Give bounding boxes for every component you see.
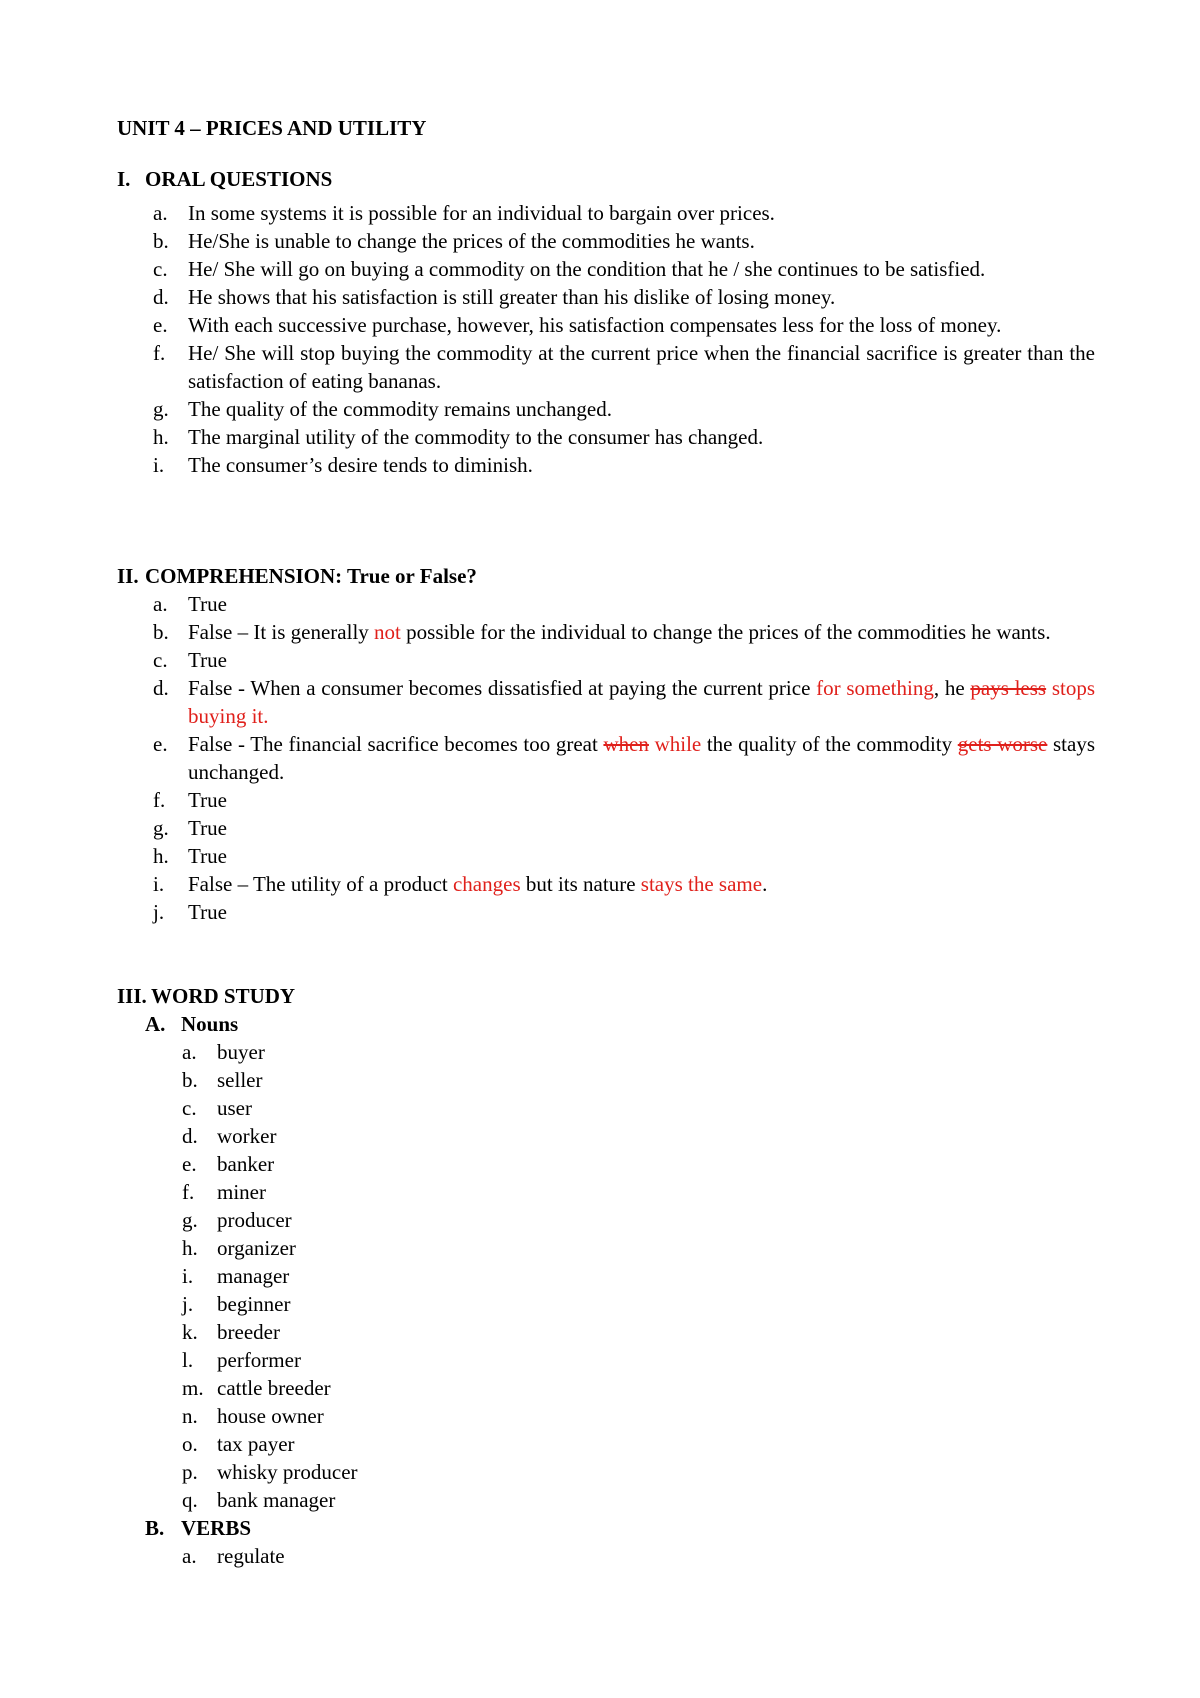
list-item-text: He/She is unable to change the prices of the commodities he wants. [188,229,755,253]
list-item-text: bank manager [217,1488,336,1512]
list-item [182,1150,582,1178]
list-marker: d. [153,285,169,309]
answer-text: True [188,592,227,616]
correction-deletion: when [603,732,649,756]
list-item [153,199,1095,227]
list-marker: c. [182,1096,197,1120]
list-marker: a. [153,201,168,225]
list-item-text: The marginal utility of the commodity to the consumer has changed. [188,425,764,449]
list-marker: c. [153,257,168,281]
list-item-text: He shows that his satisfaction is still greater than his dislike of losing money. [188,285,836,309]
list-marker: o. [182,1432,198,1456]
answer-text: but its nature [520,872,641,896]
correction-insertion: not [374,620,401,644]
list-marker: f. [153,788,166,812]
list-item [182,1458,582,1486]
answer-text: False - The financial sacrifice becomes too great [188,732,604,756]
list-item [182,1038,582,1066]
subsection-number: A. [145,1012,166,1036]
correction-insertion: stays the same [640,872,763,896]
list-item-text: seller [217,1068,263,1092]
list-item-text: With each successive purchase, however, his satisfaction compensates less for the loss of money. [188,313,1002,337]
list-item [182,1094,582,1122]
list-marker: g. [153,816,169,840]
comprehension-list [153,590,1095,926]
list-marker: d. [153,676,169,700]
list-marker: l. [182,1348,194,1372]
list-marker: a. [182,1544,197,1568]
list-item [182,1346,582,1374]
list-item [182,1122,582,1150]
section-number: II. [117,564,139,588]
answer-text: possible for the individual to change the prices of the commodities he wants. [400,620,1051,644]
list-marker: m. [182,1376,204,1400]
answer-text: False – It is generally [188,620,375,644]
list-marker: h. [153,425,169,449]
list-marker: e. [153,732,168,756]
list-marker: h. [153,844,169,868]
answer-text: stays unchanged. [188,732,1095,784]
section-heading-oral-questions [117,165,1097,193]
list-marker: g. [182,1208,198,1232]
list-item [153,590,1095,618]
list-item-text: cattle breeder [217,1376,331,1400]
list-item [153,311,1095,339]
list-item-text: breeder [217,1320,280,1344]
list-marker: i. [153,453,165,477]
section-title: COMPREHENSION: True or False? [145,564,477,588]
list-item [153,646,1095,674]
answer-text: the quality of the commodity [701,732,958,756]
answer-text: True [188,648,227,672]
list-marker: p. [182,1460,198,1484]
list-marker: j. [153,900,165,924]
subsection-heading-verbs [145,1514,251,1542]
list-item [153,786,1095,814]
correction-insertion: changes [452,872,521,896]
list-marker: k. [182,1320,198,1344]
list-item [153,255,1095,283]
list-item-text: performer [217,1348,301,1372]
list-item-text: He/ She will stop buying the commodity at the current price when the financial sacrifice is greater than the satisfaction of eating bananas. [188,341,1095,393]
subsection-number: B. [145,1516,165,1540]
verbs-list [182,1542,582,1570]
list-item [153,898,1095,926]
list-item [182,1206,582,1234]
list-item-text: tax payer [217,1432,295,1456]
nouns-list [182,1038,582,1514]
list-item [182,1486,582,1514]
list-item [182,1234,582,1262]
list-marker: f. [182,1180,195,1204]
list-item-text: house owner [217,1404,324,1428]
list-marker: a. [153,592,168,616]
correction-insertion: while [648,732,702,756]
answer-text: , he [933,676,971,700]
list-item [153,423,1095,451]
section-title: WORD STUDY [151,984,296,1008]
section-number: III. [117,984,147,1008]
list-marker: g. [153,397,169,421]
answer-text: True [188,900,227,924]
list-item-text: organizer [217,1236,296,1260]
list-item [182,1178,582,1206]
list-item-text: worker [217,1124,277,1148]
list-marker: d. [182,1124,198,1148]
page-title: UNIT 4 – PRICES AND UTILITY [117,116,427,140]
list-marker: e. [153,313,168,337]
list-marker: i. [182,1264,194,1288]
list-item [182,1430,582,1458]
section-heading-word-study [117,982,1097,1010]
list-item-text: miner [217,1180,266,1204]
answer-text: True [188,788,227,812]
list-item-text: He/ She will go on buying a commodity on the condition that he / she continues to be satisfied. [188,257,986,281]
list-marker: b. [153,229,169,253]
answer-text: False – The utility of a product [188,872,453,896]
list-item-text: beginner [217,1292,291,1316]
list-marker: q. [182,1488,198,1512]
correction-deletion: pays less [970,676,1047,700]
list-marker: b. [182,1068,198,1092]
list-item [153,842,1095,870]
section-title: ORAL QUESTIONS [145,167,333,191]
list-item-text: buyer [217,1040,265,1064]
list-item-text: whisky producer [217,1460,358,1484]
list-item [182,1066,582,1094]
list-item [153,814,1095,842]
list-marker: i. [153,872,165,896]
list-marker: a. [182,1040,197,1064]
section-number: I. [117,167,131,191]
answer-text: False - When a consumer becomes dissatisfied at paying the current price [188,676,817,700]
correction-insertion: stops buying it. [188,676,1096,728]
list-item-text: banker [217,1152,275,1176]
subsection-heading-nouns [145,1010,238,1038]
correction-deletion: gets worse [957,732,1048,756]
list-marker: b. [153,620,169,644]
list-marker: c. [153,648,168,672]
list-item [153,870,1095,898]
oral-questions-list [153,199,1095,479]
correction-insertion: for something [816,676,934,700]
list-item [153,674,1095,730]
list-item-text: producer [217,1208,292,1232]
list-item [153,618,1095,646]
list-item-text: user [217,1096,252,1120]
list-item [182,1374,582,1402]
list-item [182,1290,582,1318]
answer-text: . [762,872,768,896]
list-item [182,1542,582,1570]
list-item [153,451,1095,479]
list-item-text: regulate [217,1544,285,1568]
answer-text: True [188,844,227,868]
list-item [153,339,1095,395]
list-item [182,1262,582,1290]
section-heading-comprehension [117,562,1097,590]
list-marker: n. [182,1404,198,1428]
list-item-text: The consumer’s desire tends to diminish. [188,453,533,477]
list-item [153,283,1095,311]
answer-text: True [188,816,227,840]
list-item-text: In some systems it is possible for an individual to bargain over prices. [188,201,775,225]
list-item [153,395,1095,423]
list-item-text: manager [217,1264,290,1288]
subsection-title: Nouns [181,1012,239,1036]
list-item [153,227,1095,255]
list-item [153,730,1095,786]
list-marker: h. [182,1236,198,1260]
list-marker: j. [182,1292,194,1316]
list-item-text: The quality of the commodity remains unchanged. [188,397,612,421]
list-marker: e. [182,1152,197,1176]
list-item [182,1402,582,1430]
subsection-title: VERBS [181,1516,252,1540]
list-marker: f. [153,341,166,365]
list-item [182,1318,582,1346]
